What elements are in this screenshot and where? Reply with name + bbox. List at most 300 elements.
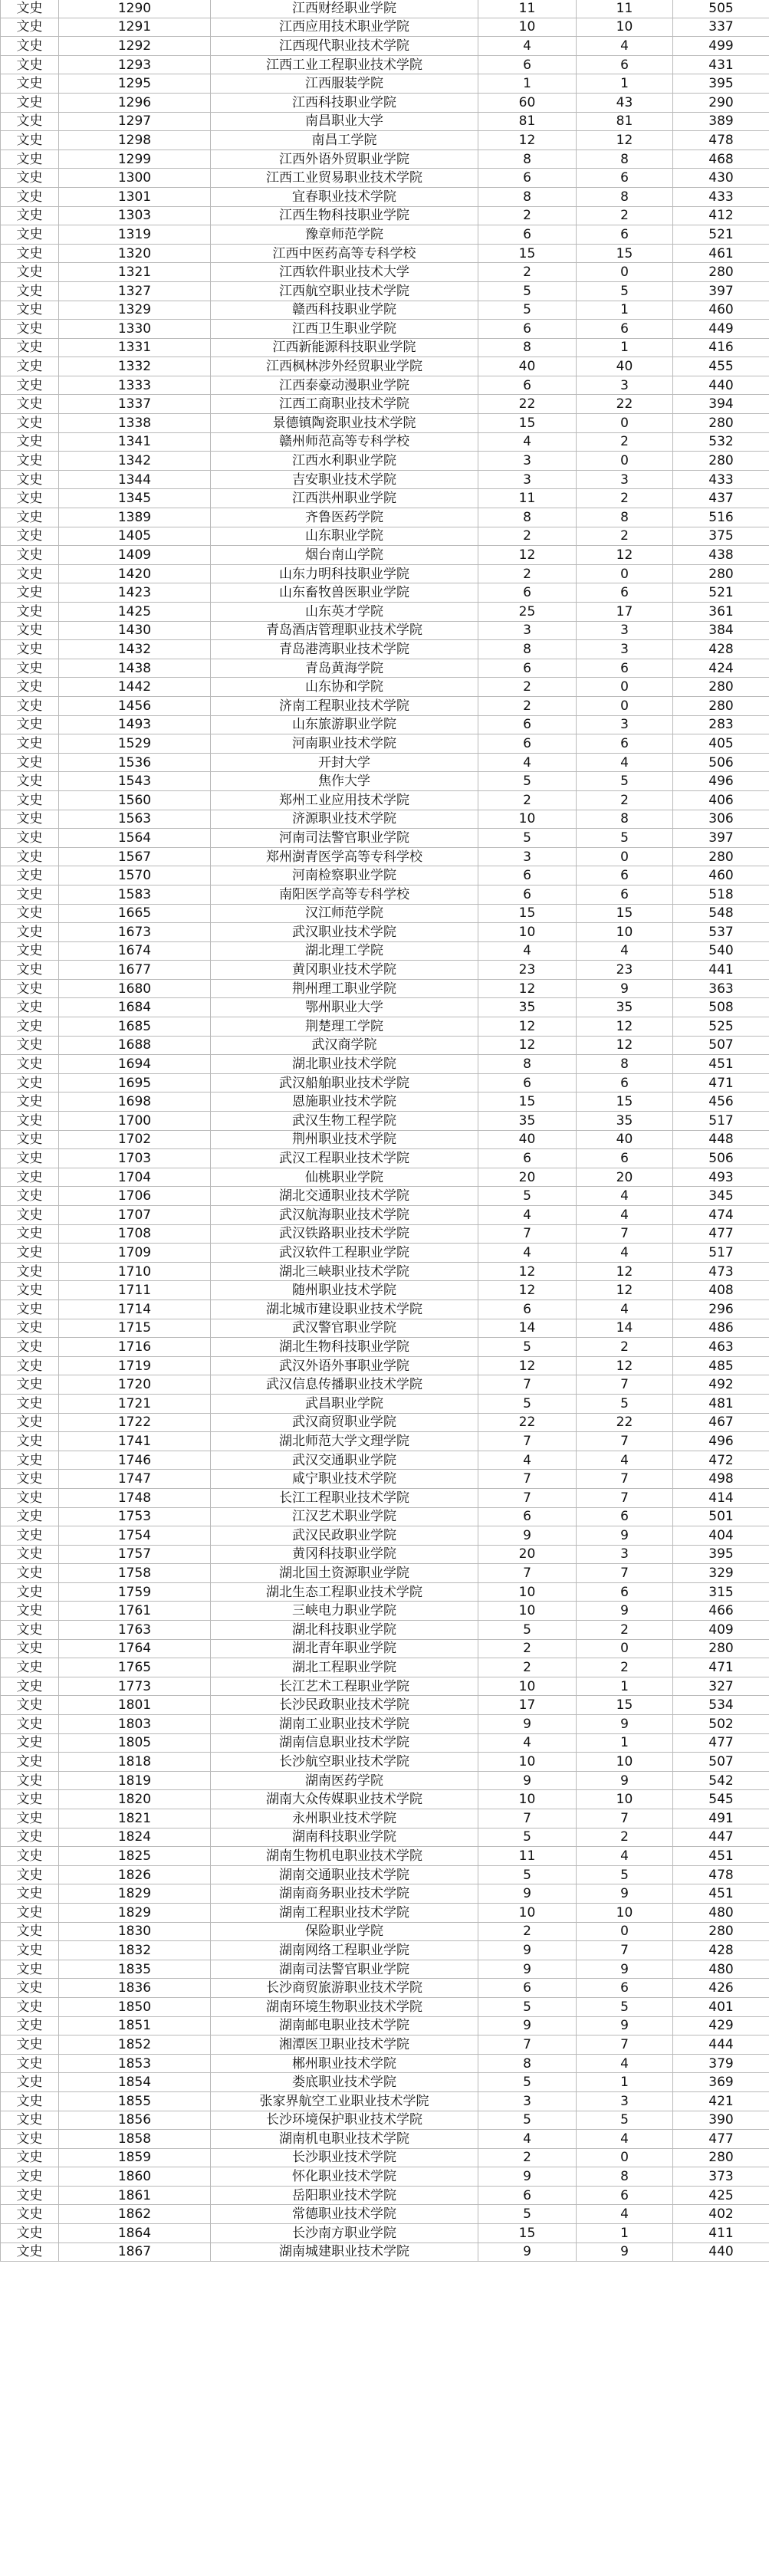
school-name-cell: 常德职业技术学院: [211, 2205, 478, 2224]
min-score-cell: 472: [673, 1451, 769, 1470]
school-code-cell: 1292: [59, 37, 211, 56]
category-cell: 文史: [1, 715, 59, 734]
school-code-cell: 1442: [59, 678, 211, 697]
category-cell: 文史: [1, 225, 59, 245]
school-name-cell: 湖北城市建设职业技术学院: [211, 1300, 478, 1319]
min-score-cell: 481: [673, 1394, 769, 1413]
school-name-cell: 山东英才学院: [211, 603, 478, 622]
admitted-count-cell: 11: [577, 0, 673, 18]
min-score-cell: 433: [673, 470, 769, 489]
admitted-count-cell: 4: [577, 941, 673, 961]
plan-count-cell: 15: [478, 904, 577, 923]
school-name-cell: 湖北国土资源职业学院: [211, 1564, 478, 1583]
admitted-count-cell: 1: [577, 338, 673, 357]
school-name-cell: 豫章师范学院: [211, 225, 478, 245]
school-name-cell: 武汉信息传播职业技术学院: [211, 1375, 478, 1395]
plan-count-cell: 15: [478, 2224, 577, 2243]
admitted-count-cell: 12: [577, 546, 673, 565]
category-cell: 文史: [1, 1036, 59, 1055]
plan-count-cell: 6: [478, 734, 577, 754]
min-score-cell: 401: [673, 1997, 769, 2016]
school-code-cell: 1711: [59, 1281, 211, 1300]
school-name-cell: 湖南环境生物职业技术学院: [211, 1997, 478, 2016]
plan-count-cell: 9: [478, 1941, 577, 1960]
min-score-cell: 517: [673, 1112, 769, 1131]
plan-count-cell: 4: [478, 1206, 577, 1225]
category-cell: 文史: [1, 659, 59, 678]
school-code-cell: 1853: [59, 2054, 211, 2073]
category-cell: 文史: [1, 1771, 59, 1790]
category-cell: 文史: [1, 1507, 59, 1526]
min-score-cell: 440: [673, 2242, 769, 2262]
admitted-count-cell: 12: [577, 131, 673, 150]
school-name-cell: 武汉船舶职业技术学院: [211, 1073, 478, 1092]
admitted-count-cell: 5: [577, 772, 673, 791]
category-cell: 文史: [1, 1602, 59, 1621]
school-code-cell: 1721: [59, 1394, 211, 1413]
school-name-cell: 吉安职业技术学院: [211, 470, 478, 489]
school-code-cell: 1674: [59, 941, 211, 961]
school-code-cell: 1722: [59, 1413, 211, 1432]
plan-count-cell: 20: [478, 1545, 577, 1564]
admitted-count-cell: 15: [577, 1696, 673, 1715]
school-code-cell: 1563: [59, 810, 211, 829]
school-code-cell: 1818: [59, 1753, 211, 1772]
plan-count-cell: 11: [478, 489, 577, 508]
category-cell: 文史: [1, 734, 59, 754]
admitted-count-cell: 4: [577, 1244, 673, 1263]
category-cell: 文史: [1, 281, 59, 301]
plan-count-cell: 2: [478, 564, 577, 583]
category-cell: 文史: [1, 1922, 59, 1941]
min-score-cell: 451: [673, 1884, 769, 1904]
school-name-cell: 宜春职业技术学院: [211, 187, 478, 206]
category-cell: 文史: [1, 678, 59, 697]
category-cell: 文史: [1, 829, 59, 848]
table-row: [1, 1847, 769, 1866]
plan-count-cell: 40: [478, 1130, 577, 1149]
school-name-cell: 山东畜牧兽医职业学院: [211, 583, 478, 603]
category-cell: 文史: [1, 2091, 59, 2111]
category-cell: 文史: [1, 55, 59, 74]
category-cell: 文史: [1, 1582, 59, 1602]
category-cell: 文史: [1, 941, 59, 961]
school-code-cell: 1333: [59, 376, 211, 395]
admitted-count-cell: 6: [577, 1582, 673, 1602]
table-row: [1, 74, 769, 94]
admitted-count-cell: 2: [577, 489, 673, 508]
admitted-count-cell: 12: [577, 1262, 673, 1281]
school-name-cell: 郑州澍青医学高等专科学校: [211, 847, 478, 866]
min-score-cell: 315: [673, 1582, 769, 1602]
school-code-cell: 1301: [59, 187, 211, 206]
admitted-count-cell: 8: [577, 2167, 673, 2187]
min-score-cell: 280: [673, 414, 769, 433]
min-score-cell: 478: [673, 131, 769, 150]
table-row: [1, 432, 769, 452]
table-row: [1, 1545, 769, 1564]
admitted-count-cell: 9: [577, 2242, 673, 2262]
school-name-cell: 江西应用技术职业学院: [211, 18, 478, 37]
school-code-cell: 1680: [59, 979, 211, 998]
category-cell: 文史: [1, 2130, 59, 2149]
plan-count-cell: 4: [478, 37, 577, 56]
school-name-cell: 保险职业学院: [211, 1922, 478, 1941]
table-row: [1, 1979, 769, 1998]
school-name-cell: 湖北生物科技职业学院: [211, 1338, 478, 1357]
category-cell: 文史: [1, 1092, 59, 1112]
admitted-count-cell: 1: [577, 74, 673, 94]
school-code-cell: 1759: [59, 1582, 211, 1602]
school-name-cell: 长沙南方职业学院: [211, 2224, 478, 2243]
plan-count-cell: 7: [478, 1809, 577, 1829]
table-row: [1, 1036, 769, 1055]
school-name-cell: 武昌职业学院: [211, 1394, 478, 1413]
school-code-cell: 1829: [59, 1903, 211, 1922]
plan-count-cell: 10: [478, 1677, 577, 1696]
plan-count-cell: 7: [478, 1564, 577, 1583]
table-row: [1, 2205, 769, 2224]
table-row: [1, 1809, 769, 1829]
category-cell: 文史: [1, 74, 59, 94]
school-name-cell: 江西中医药高等专科学校: [211, 244, 478, 263]
category-cell: 文史: [1, 1300, 59, 1319]
school-code-cell: 1835: [59, 1960, 211, 1979]
admitted-count-cell: 10: [577, 1790, 673, 1809]
plan-count-cell: 2: [478, 1922, 577, 1941]
admitted-count-cell: 1: [577, 301, 673, 320]
school-code-cell: 1456: [59, 696, 211, 715]
table-row: [1, 1262, 769, 1281]
school-code-cell: 1803: [59, 1715, 211, 1734]
school-name-cell: 江西科技职业学院: [211, 93, 478, 112]
admitted-count-cell: 4: [577, 37, 673, 56]
table-row: [1, 1300, 769, 1319]
school-code-cell: 1338: [59, 414, 211, 433]
admitted-count-cell: 9: [577, 1884, 673, 1904]
table-row: [1, 1960, 769, 1979]
category-cell: 文史: [1, 2224, 59, 2243]
min-score-cell: 478: [673, 1865, 769, 1884]
category-cell: 文史: [1, 1281, 59, 1300]
table-row: [1, 1224, 769, 1244]
category-cell: 文史: [1, 2242, 59, 2262]
school-code-cell: 1761: [59, 1602, 211, 1621]
category-cell: 文史: [1, 244, 59, 263]
table-row: [1, 338, 769, 357]
plan-count-cell: 12: [478, 131, 577, 150]
table-row: [1, 1696, 769, 1715]
table-row: [1, 1677, 769, 1696]
school-name-cell: 武汉外语外事职业学院: [211, 1356, 478, 1375]
table-row: [1, 1488, 769, 1507]
school-code-cell: 1747: [59, 1470, 211, 1489]
category-cell: 文史: [1, 1244, 59, 1263]
category-cell: 文史: [1, 1413, 59, 1432]
school-code-cell: 1698: [59, 1092, 211, 1112]
school-name-cell: 长沙环境保护职业技术学院: [211, 2111, 478, 2130]
school-code-cell: 1710: [59, 1262, 211, 1281]
table-row: [1, 1997, 769, 2016]
admitted-count-cell: 2: [577, 1658, 673, 1677]
school-name-cell: 武汉软件工程职业学院: [211, 1244, 478, 1263]
category-cell: 文史: [1, 1073, 59, 1092]
school-code-cell: 1567: [59, 847, 211, 866]
plan-count-cell: 10: [478, 1582, 577, 1602]
school-code-cell: 1430: [59, 621, 211, 640]
plan-count-cell: 12: [478, 979, 577, 998]
school-name-cell: 江西工商职业技术学院: [211, 395, 478, 414]
table-row: [1, 357, 769, 376]
table-row: [1, 93, 769, 112]
category-cell: 文史: [1, 1941, 59, 1960]
school-code-cell: 1564: [59, 829, 211, 848]
min-score-cell: 471: [673, 1658, 769, 1677]
category-cell: 文史: [1, 1394, 59, 1413]
school-name-cell: 湖北青年职业学院: [211, 1639, 478, 1658]
admitted-count-cell: 40: [577, 357, 673, 376]
min-score-cell: 425: [673, 2186, 769, 2205]
school-code-cell: 1860: [59, 2167, 211, 2187]
min-score-cell: 444: [673, 2036, 769, 2055]
admitted-count-cell: 6: [577, 659, 673, 678]
table-row: [1, 564, 769, 583]
school-code-cell: 1715: [59, 1319, 211, 1338]
admitted-count-cell: 6: [577, 169, 673, 188]
min-score-cell: 430: [673, 169, 769, 188]
min-score-cell: 532: [673, 432, 769, 452]
min-score-cell: 441: [673, 961, 769, 980]
min-score-cell: 502: [673, 1715, 769, 1734]
school-name-cell: 南昌职业大学: [211, 112, 478, 131]
table-row: [1, 281, 769, 301]
school-name-cell: 景德镇陶瓷职业技术学院: [211, 414, 478, 433]
school-name-cell: 山东协和学院: [211, 678, 478, 697]
plan-count-cell: 10: [478, 1602, 577, 1621]
plan-count-cell: 2: [478, 678, 577, 697]
school-code-cell: 1851: [59, 2016, 211, 2036]
category-cell: 文史: [1, 979, 59, 998]
min-score-cell: 451: [673, 1055, 769, 1074]
category-cell: 文史: [1, 320, 59, 339]
min-score-cell: 473: [673, 1262, 769, 1281]
table-row: [1, 961, 769, 980]
min-score-cell: 496: [673, 1432, 769, 1451]
min-score-cell: 460: [673, 866, 769, 886]
min-score-cell: 437: [673, 489, 769, 508]
plan-count-cell: 20: [478, 1168, 577, 1187]
admitted-count-cell: 3: [577, 1545, 673, 1564]
table-row: [1, 1149, 769, 1168]
min-score-cell: 467: [673, 1413, 769, 1432]
school-code-cell: 1345: [59, 489, 211, 508]
plan-count-cell: 7: [478, 1488, 577, 1507]
plan-count-cell: 14: [478, 1319, 577, 1338]
category-cell: 文史: [1, 866, 59, 886]
category-cell: 文史: [1, 1865, 59, 1884]
min-score-cell: 327: [673, 1677, 769, 1696]
table-row: [1, 1507, 769, 1526]
admitted-count-cell: 0: [577, 452, 673, 471]
plan-count-cell: 10: [478, 1753, 577, 1772]
school-code-cell: 1299: [59, 150, 211, 169]
plan-count-cell: 12: [478, 546, 577, 565]
min-score-cell: 337: [673, 18, 769, 37]
admitted-count-cell: 14: [577, 1319, 673, 1338]
plan-count-cell: 6: [478, 169, 577, 188]
admitted-count-cell: 3: [577, 376, 673, 395]
table-row: [1, 187, 769, 206]
plan-count-cell: 22: [478, 1413, 577, 1432]
admitted-count-cell: 12: [577, 1017, 673, 1037]
admitted-count-cell: 1: [577, 2224, 673, 2243]
admitted-count-cell: 0: [577, 678, 673, 697]
plan-count-cell: 4: [478, 1244, 577, 1263]
school-code-cell: 1707: [59, 1206, 211, 1225]
category-cell: 文史: [1, 1545, 59, 1564]
admitted-count-cell: 3: [577, 2091, 673, 2111]
school-name-cell: 湖南城建职业技术学院: [211, 2242, 478, 2262]
min-score-cell: 447: [673, 1828, 769, 1847]
school-code-cell: 1329: [59, 301, 211, 320]
school-name-cell: 齐鲁医药学院: [211, 508, 478, 527]
school-name-cell: 河南检察职业学院: [211, 866, 478, 886]
admitted-count-cell: 43: [577, 93, 673, 112]
plan-count-cell: 6: [478, 1979, 577, 1998]
admitted-count-cell: 6: [577, 734, 673, 754]
school-code-cell: 1291: [59, 18, 211, 37]
plan-count-cell: 8: [478, 338, 577, 357]
min-score-cell: 395: [673, 1545, 769, 1564]
category-cell: 文史: [1, 1790, 59, 1809]
table-row: [1, 1130, 769, 1149]
school-name-cell: 随州职业技术学院: [211, 1281, 478, 1300]
school-code-cell: 1703: [59, 1149, 211, 1168]
category-cell: 文史: [1, 546, 59, 565]
school-name-cell: 武汉航海职业技术学院: [211, 1206, 478, 1225]
min-score-cell: 477: [673, 1733, 769, 1753]
school-name-cell: 湖北职业技术学院: [211, 1055, 478, 1074]
school-code-cell: 1321: [59, 263, 211, 282]
admitted-count-cell: 20: [577, 1168, 673, 1187]
plan-count-cell: 9: [478, 1884, 577, 1904]
admitted-count-cell: 6: [577, 55, 673, 74]
school-name-cell: 武汉生物工程学院: [211, 1112, 478, 1131]
category-cell: 文史: [1, 1338, 59, 1357]
admitted-count-cell: 0: [577, 847, 673, 866]
plan-count-cell: 60: [478, 93, 577, 112]
table-row: [1, 1639, 769, 1658]
min-score-cell: 405: [673, 734, 769, 754]
min-score-cell: 280: [673, 564, 769, 583]
school-name-cell: 鄂州职业大学: [211, 998, 478, 1017]
min-score-cell: 461: [673, 244, 769, 263]
school-code-cell: 1746: [59, 1451, 211, 1470]
admitted-count-cell: 6: [577, 583, 673, 603]
min-score-cell: 507: [673, 1036, 769, 1055]
min-score-cell: 404: [673, 1526, 769, 1546]
min-score-cell: 296: [673, 1300, 769, 1319]
school-code-cell: 1719: [59, 1356, 211, 1375]
category-cell: 文史: [1, 1168, 59, 1187]
table-row: [1, 1715, 769, 1734]
school-name-cell: 黄冈职业技术学院: [211, 961, 478, 980]
plan-count-cell: 1: [478, 74, 577, 94]
school-code-cell: 1824: [59, 1828, 211, 1847]
admitted-count-cell: 1: [577, 1733, 673, 1753]
category-cell: 文史: [1, 1055, 59, 1074]
school-code-cell: 1763: [59, 1621, 211, 1640]
admitted-count-cell: 9: [577, 1715, 673, 1734]
school-code-cell: 1826: [59, 1865, 211, 1884]
table-row: [1, 1526, 769, 1546]
school-name-cell: 江西财经职业学院: [211, 0, 478, 18]
school-name-cell: 赣州师范高等专科学校: [211, 432, 478, 452]
plan-count-cell: 10: [478, 810, 577, 829]
school-code-cell: 1685: [59, 1017, 211, 1037]
plan-count-cell: 3: [478, 470, 577, 489]
school-name-cell: 济南工程职业技术学院: [211, 696, 478, 715]
category-cell: 文史: [1, 527, 59, 546]
category-cell: 文史: [1, 603, 59, 622]
category-cell: 文史: [1, 18, 59, 37]
school-code-cell: 1864: [59, 2224, 211, 2243]
school-code-cell: 1862: [59, 2205, 211, 2224]
plan-count-cell: 12: [478, 1281, 577, 1300]
school-code-cell: 1493: [59, 715, 211, 734]
plan-count-cell: 4: [478, 941, 577, 961]
school-name-cell: 江西工业贸易职业技术学院: [211, 169, 478, 188]
min-score-cell: 429: [673, 2016, 769, 2036]
category-cell: 文史: [1, 414, 59, 433]
school-name-cell: 汉江师范学院: [211, 904, 478, 923]
school-code-cell: 1859: [59, 2148, 211, 2167]
min-score-cell: 492: [673, 1375, 769, 1395]
table-row: [1, 1017, 769, 1037]
min-score-cell: 414: [673, 1488, 769, 1507]
min-score-cell: 428: [673, 1941, 769, 1960]
school-name-cell: 江西现代职业技术学院: [211, 37, 478, 56]
admitted-count-cell: 0: [577, 263, 673, 282]
category-cell: 文史: [1, 583, 59, 603]
admitted-count-cell: 4: [577, 1187, 673, 1206]
table-row: [1, 1658, 769, 1677]
category-cell: 文史: [1, 753, 59, 772]
school-name-cell: 江西水利职业学院: [211, 452, 478, 471]
plan-count-cell: 2: [478, 2148, 577, 2167]
admitted-count-cell: 2: [577, 1338, 673, 1357]
min-score-cell: 280: [673, 1922, 769, 1941]
admitted-count-cell: 15: [577, 244, 673, 263]
school-name-cell: 赣西科技职业学院: [211, 301, 478, 320]
school-name-cell: 江汉艺术职业学院: [211, 1507, 478, 1526]
school-name-cell: 烟台南山学院: [211, 546, 478, 565]
table-row: [1, 1168, 769, 1187]
school-code-cell: 1332: [59, 357, 211, 376]
category-cell: 文史: [1, 2111, 59, 2130]
table-row: [1, 1375, 769, 1395]
category-cell: 文史: [1, 1979, 59, 1998]
admitted-count-cell: 6: [577, 866, 673, 886]
category-cell: 文史: [1, 1470, 59, 1489]
plan-count-cell: 5: [478, 1338, 577, 1357]
min-score-cell: 375: [673, 527, 769, 546]
table-row: [1, 2036, 769, 2055]
school-code-cell: 1423: [59, 583, 211, 603]
school-name-cell: 咸宁职业技术学院: [211, 1470, 478, 1489]
min-score-cell: 390: [673, 2111, 769, 2130]
category-cell: 文史: [1, 772, 59, 791]
